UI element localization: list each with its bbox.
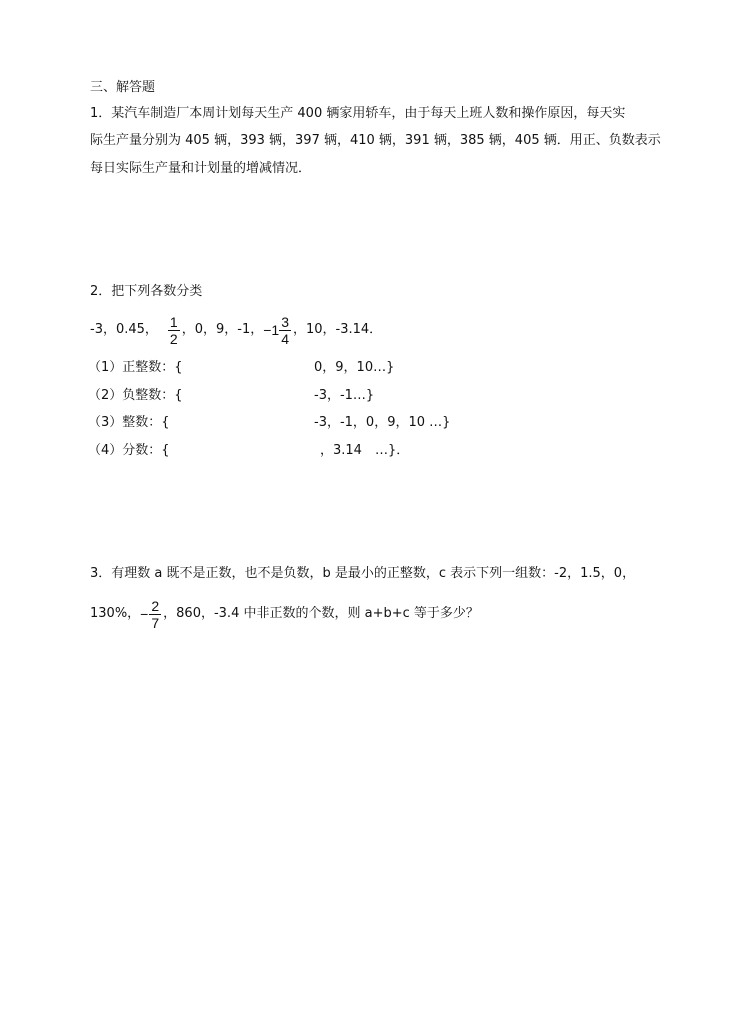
category-negative-integers — [88, 386, 375, 406]
q3-line-2-rest: ，860，-3.4 中非正数的个数，则 a+b+c 等于多少？ — [163, 606, 479, 621]
category-label: （2）负整数：{ — [88, 388, 183, 403]
category-label: （3）整数：{ — [88, 415, 170, 430]
q2-numbers-a: -3，0.45， — [90, 322, 158, 337]
category-label: （1）正整数：{ — [88, 360, 183, 375]
category-label: （4）分数：{ — [88, 443, 170, 458]
q2-number-list — [90, 308, 382, 352]
fraction-sign: − — [140, 606, 149, 622]
q3-line-2 — [90, 592, 479, 636]
fraction-two-sevenths — [149, 598, 161, 631]
q3-percent-value: 130%， — [90, 606, 141, 621]
section-title: 三、解答题 — [90, 80, 156, 95]
fraction-denominator: 7 — [151, 614, 160, 631]
q1-line-1: 1．某汽车制造厂本周计划每天生产 400 辆家用轿车，由于每天上班人数和操作原因，每天实 — [90, 106, 626, 121]
mixed-fraction — [279, 314, 291, 347]
fraction-numerator: 2 — [151, 597, 160, 614]
category-answer: 0，9，10…} — [314, 360, 395, 375]
q2-title: 2．把下列各数分类 — [90, 284, 203, 299]
q2-numbers-c: ，10，-3.14． — [293, 322, 383, 337]
mixed-denominator: 4 — [281, 330, 289, 347]
fraction-denominator: 2 — [169, 330, 178, 347]
fraction-one-half — [168, 314, 180, 347]
q2-numbers-b: ，0，9，-1， — [181, 322, 264, 337]
mixed-numerator: 3 — [281, 313, 289, 330]
category-integers — [88, 413, 451, 433]
q1-line-2: 际生产量分别为 405 辆，393 辆，397 辆，410 辆，391 辆，385 辆，405 辆．用正、负数表示 — [90, 133, 661, 148]
negative-fraction — [140, 592, 163, 636]
fraction-numerator: 1 — [169, 313, 178, 330]
category-answer: ，3.14 …}． — [320, 443, 410, 458]
category-answer: -3，-1，0，9，10 …} — [314, 415, 451, 430]
q3-line-1: 3．有理数 a 既不是正数，也不是负数，b 是最小的正整数，c 表示下列一组数：-2，1.5，0， — [90, 566, 636, 581]
mixed-number — [263, 308, 293, 352]
category-fractions — [88, 441, 410, 461]
mixed-whole: −1 — [263, 322, 280, 338]
category-positive-integers — [88, 358, 395, 378]
q1-line-3: 每日实际生产量和计划量的增减情况． — [90, 161, 312, 176]
category-answer: -3，-1…} — [314, 388, 375, 403]
